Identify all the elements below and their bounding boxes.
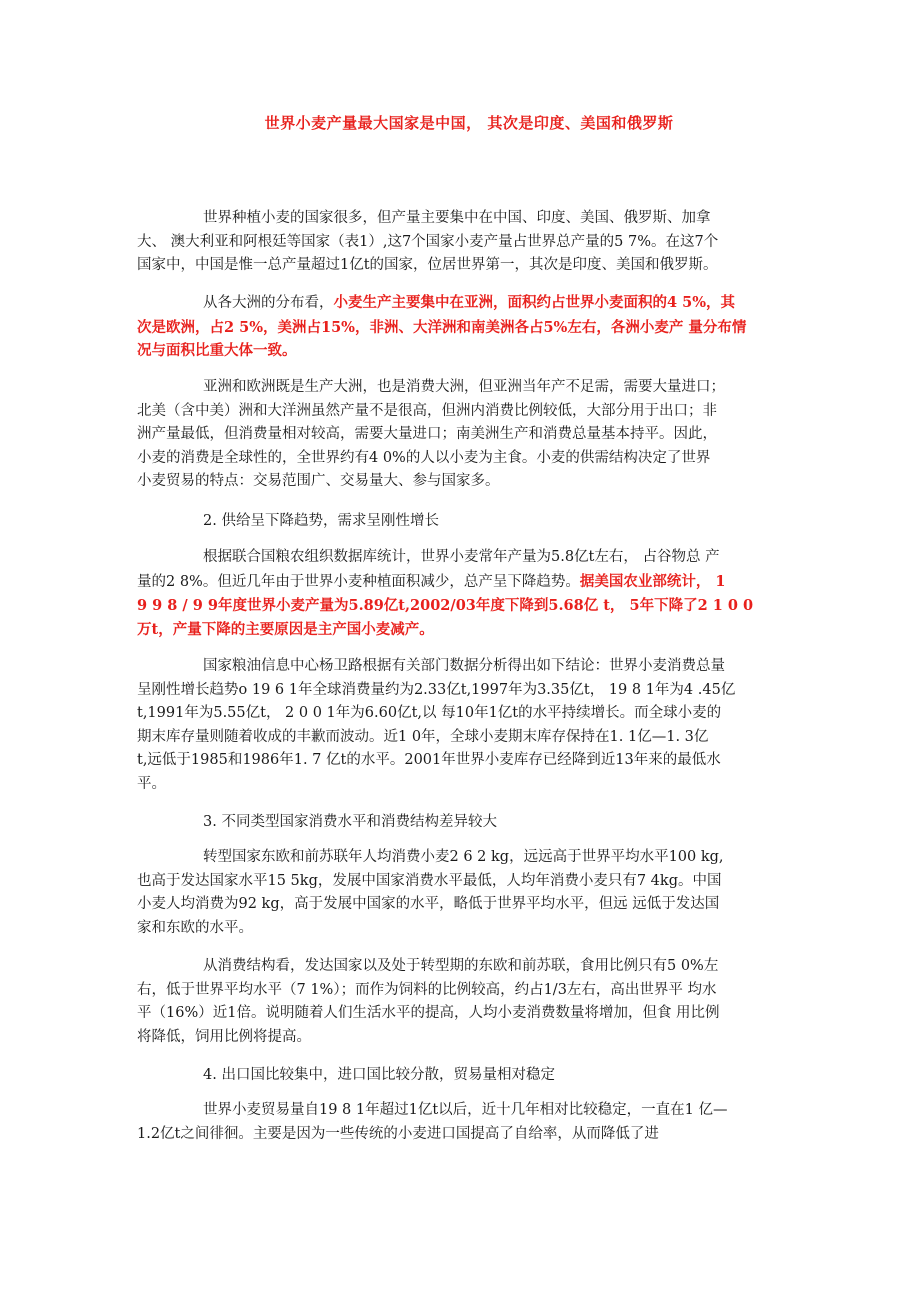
paragraph-line: 平（16%）近1倍。说明随着人们生活水平的提高，人均小麦消费数量将增加，但食 用比例 <box>137 1005 720 1022</box>
paragraph-line: 将降低，饲用比例将提高。 <box>137 1028 311 1045</box>
paragraph-line: t,1991年为5.55亿t， 2 0 0 1年为6.60亿t,以 每10年1亿t的水平持续增长。而全球小麦的 <box>137 705 722 722</box>
paragraph-line: 家和东欧的水平。 <box>137 919 253 936</box>
paragraph-line: 转型国家东欧和前苏联年人均消费小麦2 6 2 kg，远远高于世界平均水平100 kg, <box>203 849 724 865</box>
paragraph-line: 也高于发达国家水平15 5kg，发展中国家消费水平最低，人均年消费小麦只有7 4kg。中国 <box>137 872 722 889</box>
paragraph-6 <box>137 846 801 940</box>
highlighted-line: 次是欧洲，占2 5%，美洲占15%，非洲、大洋洲和南美洲各占5%左右，各洲小麦产 量分布情 <box>137 318 747 336</box>
paragraph-line: 国家中，中国是惟一总产量超过1亿t的国家，位居世界第一，其次是印度、美国和俄罗斯。 <box>137 257 718 274</box>
highlighted-line: 万t，产量下降的主要原因是主产国小麦减产。 <box>137 620 434 638</box>
paragraph-line: 小麦人均消费为92 kg，高于发展中国家的水平，略低于世界平均水平，但远 远低于发达国 <box>137 896 720 913</box>
paragraph-text: 从各大洲的分布看， <box>203 295 334 311</box>
highlighted-line: 9 9 8 / 9 9年度世界小麦产量为5.89亿t,2002/03年度下降到5.68亿 t， 5年下降了2 1 0 0 <box>137 597 754 615</box>
paragraph-line: 国家粮油信息中心杨卫路根据有关部门数据分析得出如下结论：世界小麦消费总量 <box>203 658 725 674</box>
highlighted-text: 据美国农业部统计， 1 <box>579 572 726 590</box>
paragraph-line <box>137 291 801 316</box>
paragraph-line: 平。 <box>137 775 166 792</box>
paragraph-5 <box>137 655 801 797</box>
paragraph-line: 世界种植小麦的国家很多，但产量主要集中在中国、印度、美国、俄罗斯、加拿 <box>203 210 711 226</box>
paragraph-line: 亚洲和欧洲既是生产大洲，也是消费大洲，但亚洲当年产不足需，需要大量进口； <box>203 379 725 395</box>
paragraph-3 <box>137 376 801 494</box>
paragraph-2 <box>137 291 801 363</box>
paragraph-line: t,远低于1985和1986年1. 7 亿t的水平。2001年世界小麦库存已经降到近13年来的最低水 <box>137 752 721 769</box>
paragraph-line: 右，低于世界平均水平（7 1%）；而作为饲料的比例较高，约占1/3左右，高出世界平 均水 <box>137 981 717 998</box>
paragraph-line: 1.2亿t之间徘徊。主要是因为一些传统的小麦进口国提高了自给率，从而降低了进 <box>137 1125 659 1142</box>
paragraph-line: 大、 澳大利亚和阿根廷等国家（表1）,这7个国家小麦产量占世界总产量的5 7%。在这7个 <box>137 233 719 250</box>
paragraph-line: 呈刚性增长趋势o 19 6 1年全球消费量约为2.33亿t,1997年为3.35亿t， 19 8 1年为4 .45亿 <box>137 681 736 698</box>
section-heading: 4. 出口国比较集中，进口国比较分散，贸易量相对稳定 <box>203 1067 555 1083</box>
section-heading: 2. 供给呈下降趋势，需求呈刚性增长 <box>203 513 439 529</box>
paragraph-line: 从消费结构看，发达国家以及处于转型期的东欧和前苏联，食用比例只有5 0%左 <box>203 958 719 974</box>
paragraph-line: 世界小麦贸易量自19 8 1年超过1亿t以后，近十几年相对比较稳定，一直在1 亿— <box>203 1102 728 1118</box>
highlighted-text: 小麦生产主要集中在亚洲，面积约占世界小麦面积的4 5%，其 <box>333 294 736 311</box>
paragraph-line <box>137 570 801 595</box>
paragraph-4 <box>137 546 801 641</box>
paragraph-line: 北美（含中美）洲和大洋洲虽然产量不是很高，但洲内消费比例较低，大部分用于出口；非 <box>137 402 717 419</box>
paragraph-1 <box>137 207 801 278</box>
paragraph-line: 根据联合国粮农组织数据库统计，世界小麦常年产量为5.8亿t左右， 占谷物总 产 <box>203 549 720 565</box>
document-title: 世界小麦产量最大国家是中国， 其次是印度、美国和俄罗斯 <box>264 114 674 132</box>
paragraph-line: 小麦贸易的特点：交易范围广、交易量大、参与国家多。 <box>137 473 500 490</box>
paragraph-line: 洲产量最低，但消费量相对较高，需要大量进口；南美洲生产和消费总量基本持平。因此， <box>137 426 717 443</box>
paragraph-text: 量的2 8%。但近几年由于世界小麦种植面积减少，总产呈下降趋势。 <box>137 573 580 590</box>
paragraph-7 <box>137 955 801 1049</box>
highlighted-line: 况与面积比重大体一致。 <box>137 342 297 360</box>
paragraph-line: 期末库存量则随着收成的丰歉而波动。近1 0年，全球小麦期末库存保持在1. 1亿—1. 3亿 <box>137 728 709 745</box>
paragraph-8 <box>137 1099 801 1146</box>
paragraph-line: 小麦的消费是全球性的，全世界约有4 0%的人以小麦为主食。小麦的供需结构决定了世界 <box>137 449 711 466</box>
section-heading: 3. 不同类型国家消费水平和消费结构差异较大 <box>203 814 497 830</box>
